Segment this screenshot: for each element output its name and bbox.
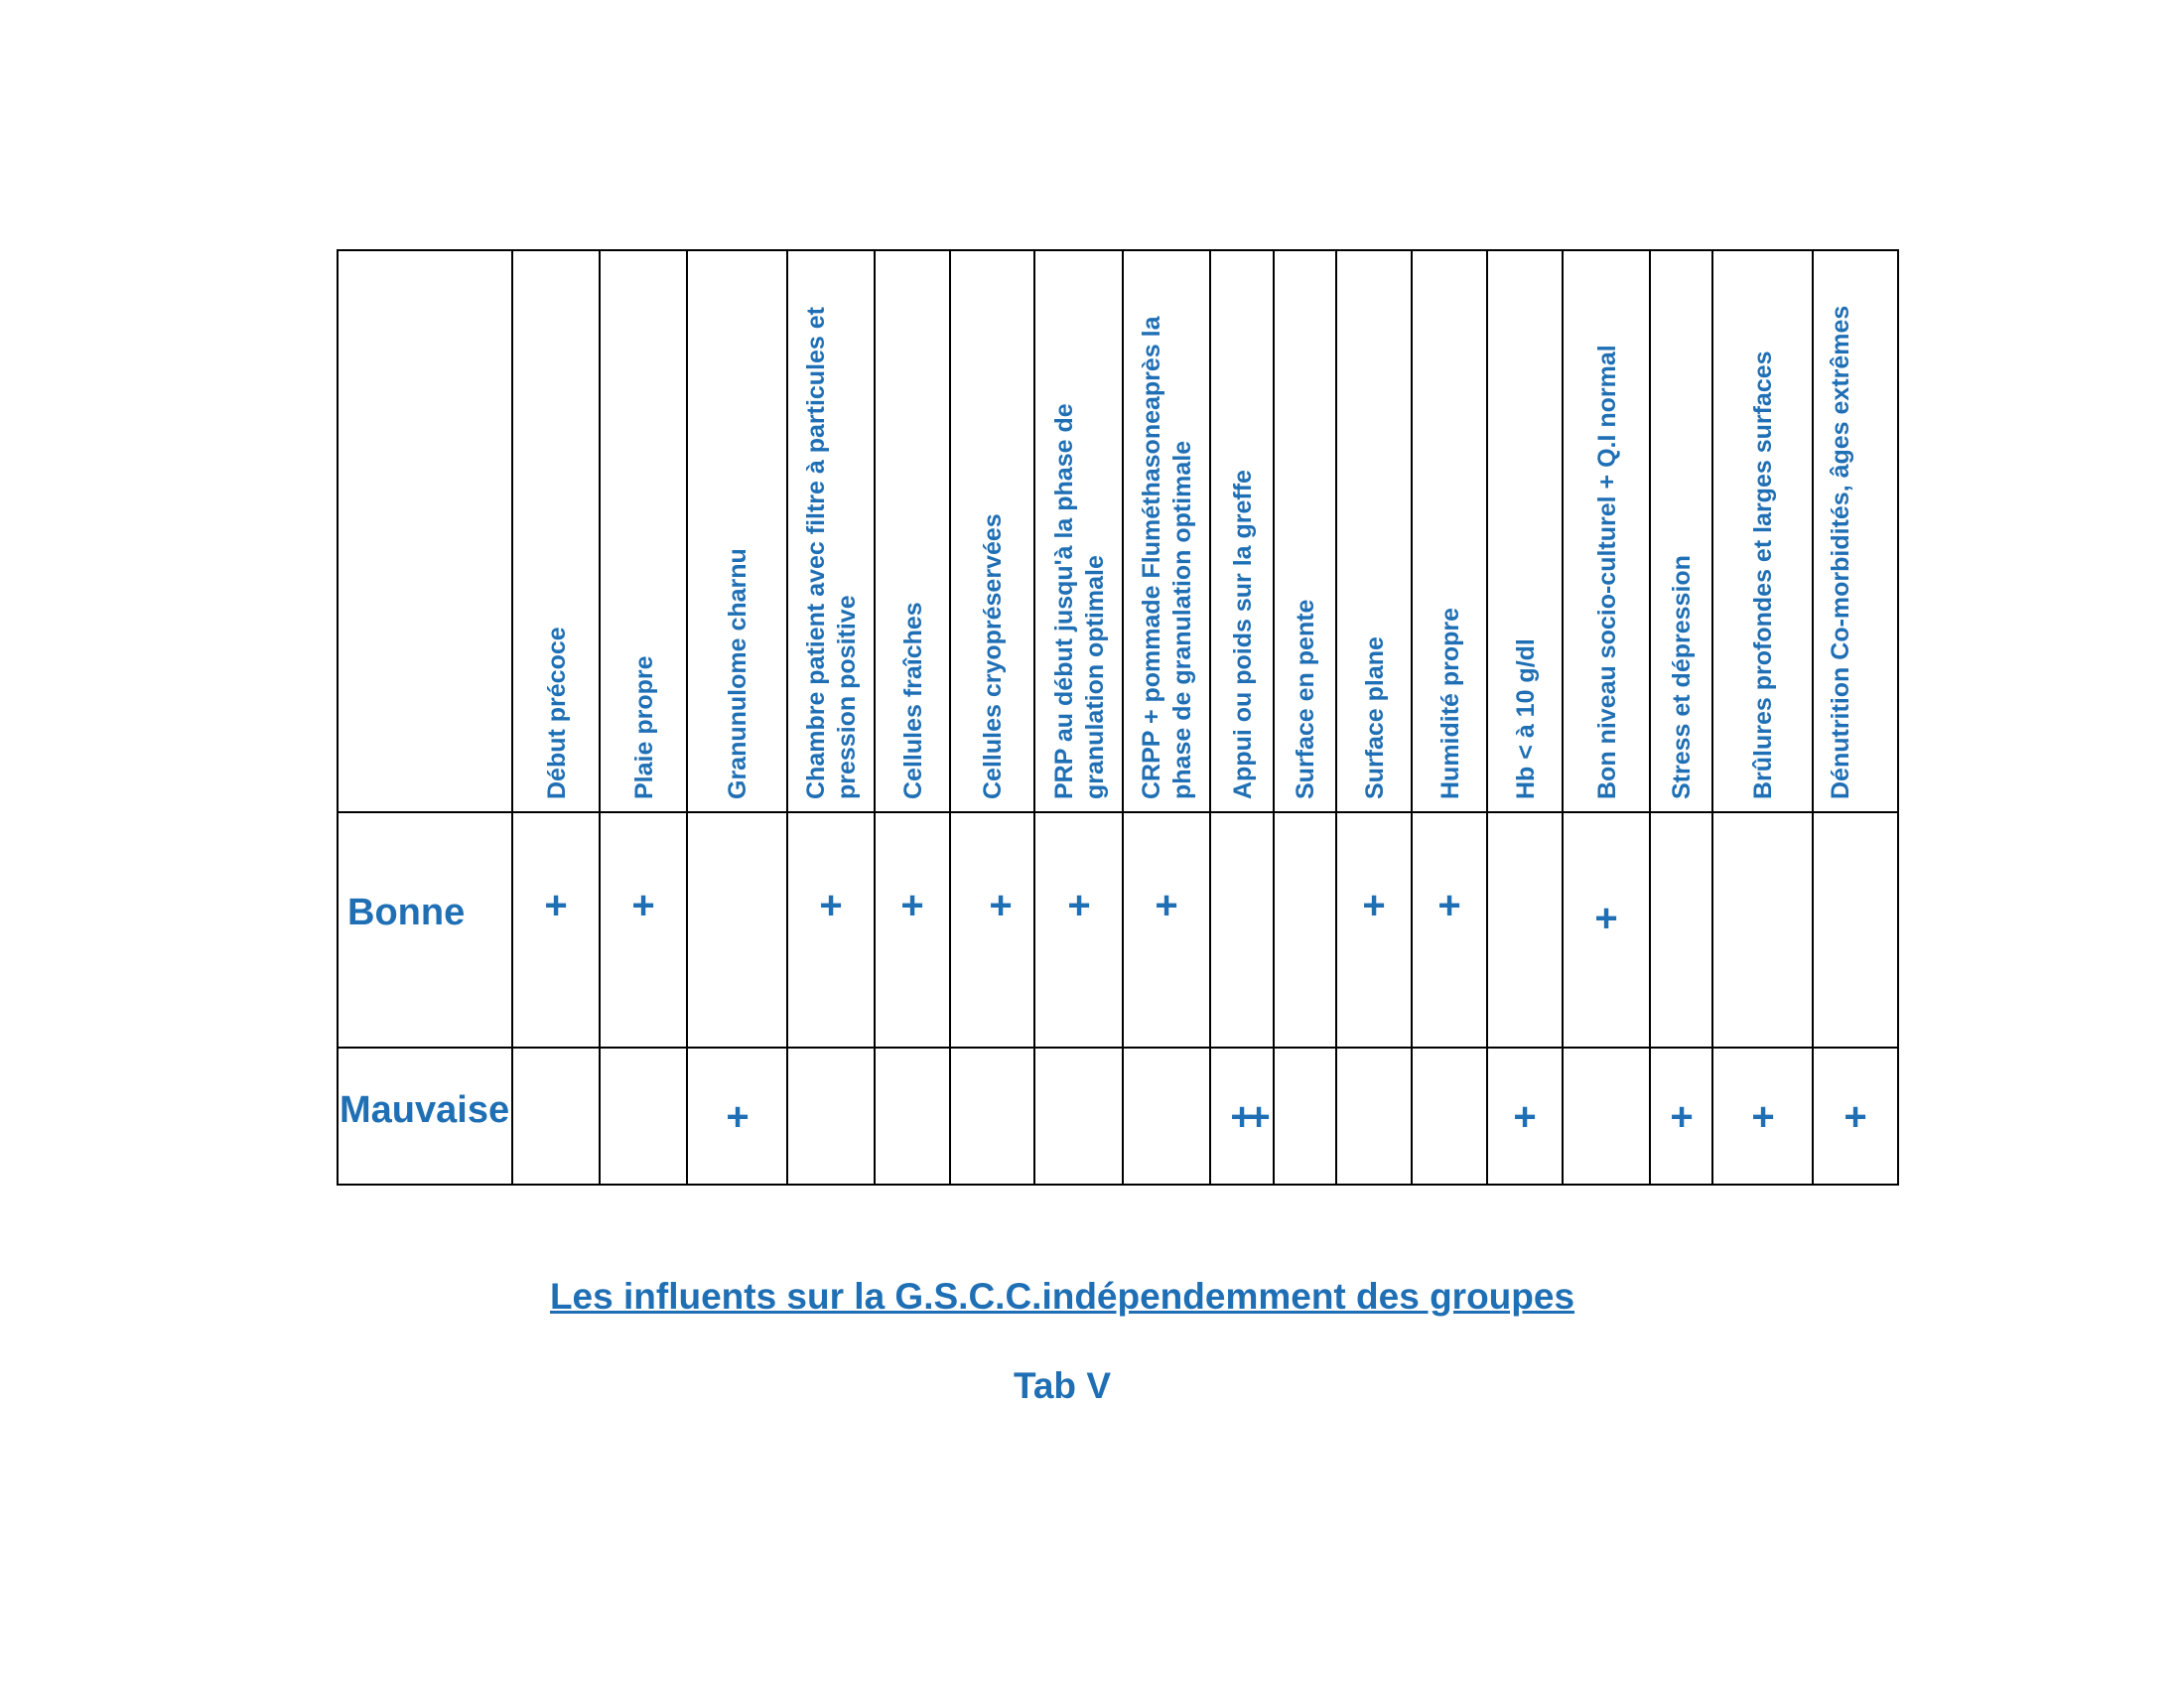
column-header-label: Brûlures profondes et larges surfaces (1749, 351, 1777, 799)
column-header-cell (511, 249, 601, 813)
column-header-cell (686, 249, 788, 813)
table-cell (1033, 811, 1124, 1049)
table-cell (511, 811, 601, 1049)
column-header-cell (1335, 249, 1413, 813)
table-cell (1486, 811, 1564, 1049)
table-cell (786, 1047, 876, 1186)
column-header-cell (1486, 249, 1564, 813)
table-cell (599, 811, 688, 1049)
table-cell (874, 1047, 951, 1186)
column-header-label: Humidité propre (1436, 607, 1464, 799)
column-header-cell (1812, 249, 1899, 813)
column-header-cell (1122, 249, 1211, 813)
plus-mark: + (1670, 1095, 1694, 1139)
table-cell (1335, 811, 1413, 1049)
table-cell (1033, 1047, 1124, 1186)
table-cell (1812, 811, 1899, 1049)
plus-mark: + (1843, 1095, 1867, 1139)
column-header-cell (1649, 249, 1713, 813)
column-header-label: Appui ou poids sur la greffe (1229, 470, 1257, 799)
table-caption-title: Les influents sur la G.S.C.C.indépendemment des groupes (549, 1276, 1575, 1317)
plus-mark: + (1513, 1095, 1537, 1139)
column-header-label: PRP au début jusqu'à la phase de granulation optimale (1050, 403, 1109, 799)
row-label-bonne: Bonne (347, 892, 466, 933)
table-cell (1273, 1047, 1337, 1186)
column-header-label: Surface en pente (1292, 599, 1319, 799)
column-header-label: Stress et dépression (1668, 555, 1696, 799)
plus-mark: + (1751, 1095, 1775, 1139)
column-header-label: CRPP + pommade Fluméthasoneaprès la phase de granulation optimale (1138, 316, 1196, 799)
table-cell (1649, 811, 1713, 1049)
column-header-label: Dénutrition Co-morbidités, âges extrêmes (1827, 305, 1854, 799)
plus-mark: + (631, 884, 655, 927)
table-cell (874, 811, 951, 1049)
plus-mark: + (1155, 884, 1178, 927)
column-header-label: Chambre patient avec filtre à particules et pression positive (802, 306, 861, 799)
column-header-label: Cellules cryopréservées (979, 513, 1007, 799)
column-header-cell (874, 249, 951, 813)
column-header-cell (1033, 249, 1124, 813)
column-header-cell (1562, 249, 1651, 813)
column-header-label: Bon niveau socio-culturel + Q.I normal (1593, 345, 1621, 799)
plus-mark: + (1247, 1095, 1271, 1139)
column-header-label: Granunulome charnu (724, 548, 751, 799)
column-header-cell (786, 249, 876, 813)
table-cell (1209, 811, 1275, 1049)
column-header-label: Hb < à 10 g/dl (1512, 638, 1540, 799)
table-cell (1562, 1047, 1651, 1186)
column-header-label: Surface plane (1361, 636, 1389, 799)
plus-mark: + (819, 884, 843, 927)
plus-mark: + (1067, 884, 1091, 927)
column-header-cell (1711, 249, 1814, 813)
column-header-cell (1273, 249, 1337, 813)
plus-mark: + (726, 1095, 750, 1139)
table-cell (1122, 811, 1211, 1049)
table-cell (786, 811, 876, 1049)
table-cell (686, 811, 788, 1049)
plus-mark: + (1437, 884, 1461, 927)
table-cell (511, 1047, 601, 1186)
table-cell (1411, 811, 1488, 1049)
plus-mark: + (989, 884, 1013, 927)
table-cell (949, 1047, 1035, 1186)
row-label-mauvaise: Mauvaise (340, 1089, 510, 1131)
table-cell (1411, 1047, 1488, 1186)
plus-mark: + (900, 884, 924, 927)
plus-mark: + (544, 884, 568, 927)
column-header-label: Plaie propre (630, 655, 658, 799)
table-cell (949, 811, 1035, 1049)
plus-mark: + (1594, 897, 1618, 940)
table-cell (1711, 811, 1814, 1049)
column-header-cell (1209, 249, 1275, 813)
table-cell (1122, 1047, 1211, 1186)
plus-mark: + (1230, 1095, 1254, 1139)
table-cell (1335, 1047, 1413, 1186)
table-cell (599, 1047, 688, 1186)
column-header-cell (1411, 249, 1488, 813)
column-header-cell (599, 249, 688, 813)
corner-header-cell (337, 249, 513, 813)
column-header-label: Début précoce (543, 627, 571, 799)
table-cell (1273, 811, 1337, 1049)
column-header-label: Cellules fraîches (899, 602, 927, 799)
plus-mark: + (1362, 884, 1386, 927)
column-header-cell (949, 249, 1035, 813)
table-caption-subtitle: Tab V (1014, 1365, 1111, 1406)
